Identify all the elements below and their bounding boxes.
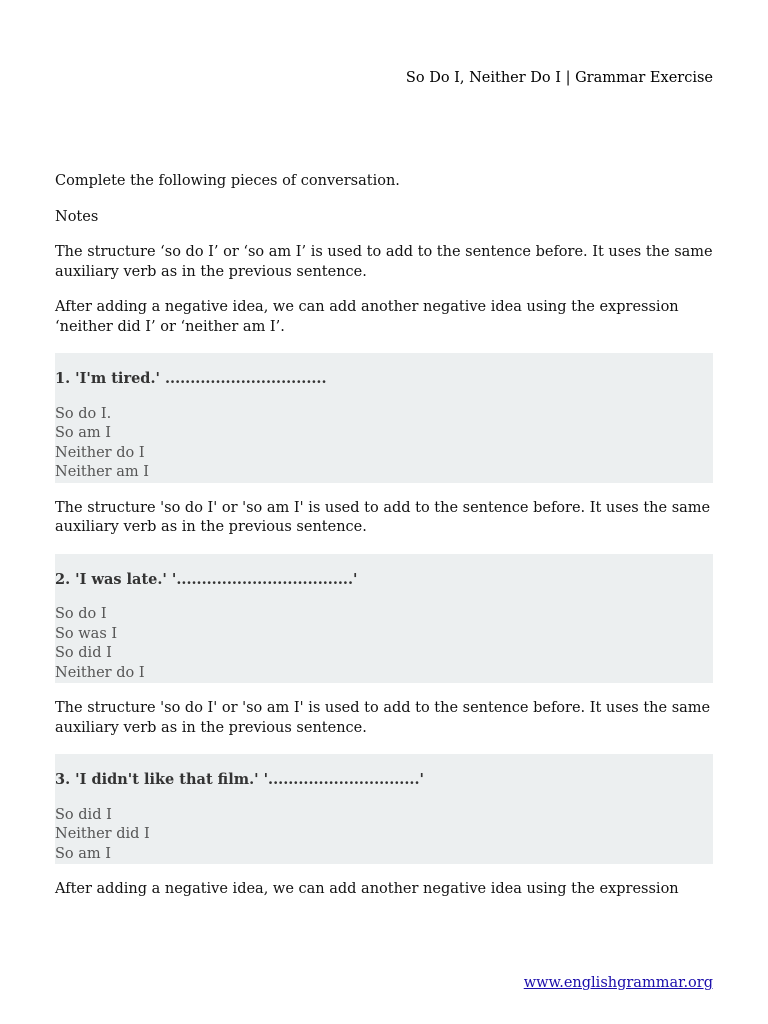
question-1: [55, 353, 713, 483]
note-neither-did-i: After adding a negative idea, we can add another negative idea using the expression ‘neither did I’ or ‘neither am I’.: [55, 299, 679, 335]
question-1-title: 1. 'I'm tired.' ................................: [55, 370, 327, 387]
question-3-options: [55, 806, 713, 865]
notes-label: Notes: [55, 208, 99, 225]
question-1-option-c[interactable]: Neither do I: [55, 444, 145, 461]
exercise-content: [55, 172, 713, 916]
question-1-option-d[interactable]: Neither am I: [55, 464, 149, 480]
question-3-option-c[interactable]: So am I: [55, 845, 112, 862]
question-2-options: [55, 605, 713, 683]
question-3-option-b[interactable]: Neither did I: [55, 826, 150, 842]
question-2-option-c[interactable]: So did I: [55, 645, 112, 661]
question-3: [55, 754, 713, 864]
question-1-option-b[interactable]: So am I: [55, 425, 112, 441]
question-2-explanation: The structure 'so do I' or 'so am I' is used to add to the sentence before. It uses the same auxiliary verb as in the previous sentence.: [55, 700, 711, 736]
question-2-option-b[interactable]: So was I: [55, 625, 118, 642]
question-2-option-d[interactable]: Neither do I: [55, 664, 145, 681]
question-2-title: 2. 'I was late.' '...................................': [55, 570, 358, 588]
question-3-explanation: After adding a negative idea, we can add another negative idea using the expression: [55, 881, 679, 897]
page-header-title: So Do I, Neither Do I | Grammar Exercise: [405, 70, 713, 86]
page-footer: [524, 974, 713, 993]
instruction-text: Complete the following pieces of conversation.: [55, 173, 400, 189]
site-link[interactable]: www.englishgrammar.org: [523, 975, 713, 991]
question-1-option-a[interactable]: So do I.: [55, 405, 112, 422]
question-3-option-a[interactable]: So did I: [55, 806, 112, 823]
question-3-title: 3. 'I didn't like that film.' '..............................': [55, 771, 424, 788]
question-1-options: [55, 405, 713, 483]
question-2: [55, 554, 713, 684]
question-1-explanation: The structure 'so do I' or 'so am I' is used to add to the sentence before. It uses the same auxiliary verb as in the previous sentence.: [55, 499, 711, 535]
question-2-option-a[interactable]: So do I: [55, 606, 107, 622]
note-so-do-i: The structure ‘so do I’ or ‘so am I’ is used to add to the sentence before. It uses the same auxiliary verb as in the previous sentence.: [55, 244, 713, 280]
